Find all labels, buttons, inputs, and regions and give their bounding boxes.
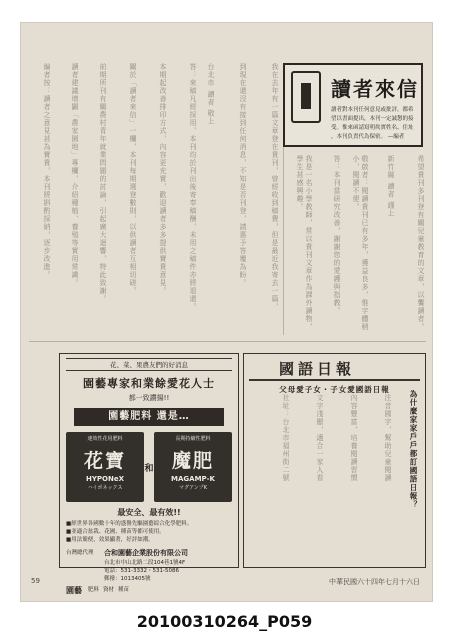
- body-text-column: 我是一名小學教師，常以貴刊文章作為課外讀物，學生甚感興趣。: [296, 155, 313, 331]
- ad-headline: 園藝專家和業餘愛花人士: [83, 377, 215, 390]
- product-tagline: 長期持續性肥料: [175, 436, 211, 442]
- ad-footer: [66, 585, 232, 596]
- body-text-column: 答：來稿凡經採用，本刊均於刊出後寄奉稿酬，未用之稿件亦將退還。: [189, 63, 197, 311]
- product-row: [66, 432, 232, 502]
- body-text-column: 答：本刊當研究改善，謝謝您的愛護與指教。: [333, 155, 341, 315]
- ad-subhead: 都一致讚揚!!: [128, 394, 170, 402]
- body-text-column: 本期起改善排印方式，內容更充實，歡迎讀者多多提供寶貴意見。: [159, 63, 167, 295]
- product-english: MAGAMP-K: [171, 475, 215, 483]
- ad-right-body: [252, 394, 392, 562]
- product-name: 花寶: [83, 450, 126, 472]
- letters-section-header: [283, 63, 423, 147]
- document-page: [20, 22, 433, 602]
- section-rule: [29, 341, 426, 342]
- company-mail: 郵撥：1013405號: [104, 576, 151, 582]
- product-name: 魔肥: [171, 450, 214, 472]
- ad-footer-term: 種苗: [118, 587, 130, 593]
- company-name: 合和園藝企業股份有限公司: [104, 549, 188, 557]
- ad-bullet: ■並適合盆栽、花圃、種苗等都可使用。: [66, 529, 165, 535]
- mailbox-icon: [291, 71, 321, 123]
- ad-banner: 園藝肥料 還是…: [74, 408, 224, 426]
- body-text-column: 希望貴刊多刊登有關兒童教育的文章，以饗讀者。: [417, 155, 425, 331]
- letters-title: 讀者來信: [331, 77, 419, 101]
- fertilizer-advertisement: [59, 353, 239, 595]
- body-text-column: 我在去年有一篇文章登在貴刊，曾經收到稿費，但是最近我寄去一篇，: [271, 63, 279, 311]
- company-info: [66, 548, 232, 582]
- company-label: 台灣總代理: [66, 550, 94, 556]
- ad-side-heading: 為什麼家家戶戶都訂國語日報？: [409, 390, 418, 509]
- ad-footer-term: 資材: [103, 587, 115, 593]
- archive-id-caption: 20100310264_P059: [136, 612, 313, 631]
- footer-date: 中華民國六十四年七月十六日: [329, 578, 420, 586]
- body-text-column: 編者按：讀者之意見甚為寶貴，本刊將斟酌採納，逐步改進。: [43, 63, 51, 279]
- ad-body-column: 注音國字，幫助兒童閱讀: [384, 394, 392, 482]
- product-katakana: ハイポネックス: [87, 485, 123, 491]
- body-text-column: 關於「讀者來信」一欄，本刊每期選登數則，以供讀者互相切磋。: [129, 63, 137, 295]
- company-address: 台北市中山北路二段104巷1號4F: [104, 560, 186, 566]
- letters-note-line: 望以書面提出，本刊一定誠懇的接: [331, 116, 414, 122]
- ad-footer-term: 肥料: [88, 587, 100, 593]
- ad-body-column: 文字淺顯，適合一家人看: [316, 394, 324, 482]
- ad-bullets: [66, 520, 232, 544]
- product-english: HYPONeX: [85, 475, 124, 483]
- ad-footer-label: 園藝: [66, 586, 82, 595]
- ad-bullet: ■用法簡便，效果顯著，好評如潮。: [66, 537, 154, 543]
- body-text-column: 台北市 讀者 敬上: [207, 63, 215, 126]
- ad-body-column: 內容豐富，培養閱讀習慣: [350, 394, 358, 482]
- ad-slogan: 最安全、最有效!!: [117, 508, 181, 517]
- product-hyponex: [66, 432, 144, 502]
- ad-masthead: 國語日報: [279, 360, 356, 378]
- page-number: 59: [31, 577, 40, 585]
- product-tagline: 速效性花用肥料: [87, 436, 123, 442]
- product-magamp: [154, 432, 232, 502]
- product-connector: 和: [144, 463, 154, 474]
- letters-note-line: ，本刊負責代為保密。 —編者: [331, 134, 405, 140]
- ad-top-banner: 花、菜、果農友們的好消息: [66, 358, 232, 371]
- ad-masthead-area: [249, 357, 420, 381]
- company-phone: 電話：531-3332・531-5086: [104, 568, 179, 574]
- body-text-column: 前期所刊有關農村青年就業問題的討論，引起廣大迴響，特此致謝。: [99, 63, 107, 303]
- newspaper-advertisement: [243, 353, 426, 568]
- body-text-column: 新竹縣 讀者 謹上: [387, 155, 395, 218]
- product-katakana: マグアンプK: [178, 485, 208, 491]
- ad-right-slogan: 父母愛子女・子女愛國語日報: [279, 385, 390, 394]
- letters-note-line: 讀者對本刊任何意見或批評，都希: [331, 107, 414, 113]
- body-text-column: 敬啟者：閱讀貴刊已有多年，獲益良多，惟字體稍小，閱讀不便。: [352, 155, 369, 331]
- ad-body-column: 社址：台北市福州街二號: [282, 394, 290, 482]
- letters-note-line: 受。惟來函請寫明眞實姓名、住址: [331, 125, 414, 131]
- body-text-column: 到現在還沒有接到任何消息，不知是否刊登，請惠予答覆為盼。: [239, 63, 247, 287]
- ad-bullet: ■經世界各國數十年的盛譽先驅園藝綜合化學肥料。: [66, 521, 193, 527]
- body-text-column: 讀者建議增闢「農家園地」專欄，介紹種植、養殖等實用常識。: [71, 63, 79, 287]
